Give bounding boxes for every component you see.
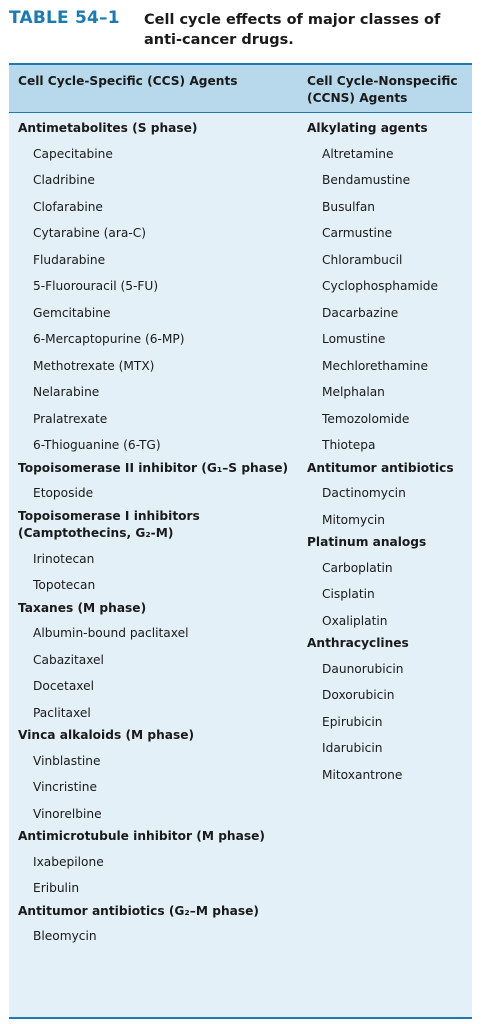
- drug-group: [307, 119, 467, 459]
- drug-item: Oxaliplatin: [322, 613, 388, 628]
- drug-item: Mechlorethamine: [322, 358, 428, 373]
- drug-item: Idarubicin: [322, 741, 383, 755]
- drug-item: Daunorubicin: [322, 661, 404, 676]
- drug-item: Bendamustine: [322, 173, 411, 187]
- drug-item: 5-Fluorouracil (5-FU): [33, 279, 159, 293]
- drug-group: [18, 827, 303, 902]
- header-ccs: Cell Cycle-Specific (CCS) Agents: [18, 74, 238, 88]
- drug-item: Pralatrexate: [33, 411, 108, 426]
- drug-item: Carboplatin: [322, 560, 393, 575]
- drug-item: Lomustine: [322, 332, 386, 346]
- drug-item: Cabazitaxel: [33, 652, 104, 667]
- drug-item: Chlorambucil: [322, 252, 403, 267]
- drug-item: Eribulin: [33, 881, 80, 895]
- drug-item: Docetaxel: [33, 679, 95, 693]
- drug-item: 6-Mercaptopurine (6-MP): [33, 332, 185, 346]
- drug-item: Mitoxantrone: [322, 767, 403, 782]
- drug-item: Methotrexate (MTX): [33, 358, 155, 373]
- drug-item: Dactinomycin: [322, 486, 406, 500]
- drug-item: Mitomycin: [322, 512, 386, 527]
- header-ccns: Cell Cycle-Nonspecific (CCNS) Agents: [307, 74, 458, 105]
- drug-item: Melphalan: [322, 385, 385, 399]
- group-heading: Topoisomerase II inhibitor (G₁–S phase): [18, 460, 289, 475]
- drug-item: Vinorelbine: [33, 806, 102, 821]
- drug-group: [18, 902, 303, 950]
- drug-group: [18, 507, 303, 599]
- drug-group: [18, 459, 303, 507]
- drug-item: Cyclophosphamide: [322, 279, 438, 293]
- drug-item: Vincristine: [33, 780, 98, 794]
- table-header-row: [9, 63, 472, 113]
- group-heading: Antitumor antibiotics (G₂–M phase): [18, 903, 259, 918]
- drug-item: Albumin-bound paclitaxel: [33, 626, 189, 640]
- drug-group: [18, 599, 303, 727]
- drug-item: Ixabepilone: [33, 854, 104, 869]
- drug-item: Temozolomide: [322, 411, 410, 426]
- drug-item: Capecitabine: [33, 146, 113, 161]
- drug-item: Doxorubicin: [322, 688, 395, 702]
- group-heading: Antimetabolites (S phase): [18, 121, 198, 135]
- drug-item: Irinotecan: [33, 551, 95, 566]
- drug-item: Busulfan: [322, 199, 376, 214]
- drug-group: [307, 533, 467, 634]
- group-heading: Alkylating agents: [307, 121, 428, 135]
- drug-group: [18, 726, 303, 827]
- drug-item: Cladribine: [33, 173, 95, 187]
- group-heading: Antimicrotubule inhibitor (M phase): [18, 829, 265, 843]
- drug-item: Carmustine: [322, 226, 393, 240]
- ccns-column: [307, 119, 467, 788]
- drug-item: Topotecan: [33, 578, 96, 592]
- ccs-column: [18, 119, 303, 950]
- group-heading: Topoisomerase I inhibitors (Camptothecins, G₂-M): [18, 508, 200, 540]
- drug-item: Bleomycin: [33, 929, 97, 943]
- drug-group: [307, 459, 467, 534]
- drug-group: [18, 119, 303, 459]
- drug-item: Clofarabine: [33, 199, 103, 214]
- table-number: TABLE 54–1: [9, 8, 120, 28]
- group-heading: Taxanes (M phase): [18, 600, 147, 615]
- drug-item: 6-Thioguanine (6-TG): [33, 438, 161, 452]
- drug-table: [9, 63, 472, 1019]
- group-heading: Anthracyclines: [307, 636, 409, 650]
- drug-item: Nelarabine: [33, 385, 100, 399]
- drug-item: Vinblastine: [33, 753, 101, 768]
- drug-group: [307, 634, 467, 788]
- table-title: Cell cycle effects of major classes of anti-cancer drugs.: [144, 12, 441, 48]
- drug-item: Epirubicin: [322, 714, 383, 729]
- drug-item: Cytarabine (ara-C): [33, 226, 147, 240]
- drug-item: Fludarabine: [33, 252, 106, 267]
- drug-item: Gemcitabine: [33, 305, 111, 320]
- drug-item: Dacarbazine: [322, 305, 399, 320]
- group-heading: Antitumor antibiotics: [307, 460, 454, 475]
- drug-item: Cisplatin: [322, 587, 375, 601]
- group-heading: Vinca alkaloids (M phase): [18, 728, 195, 742]
- group-heading: Platinum analogs: [307, 535, 427, 549]
- drug-item: Thiotepa: [322, 438, 376, 452]
- drug-item: Etoposide: [33, 486, 94, 500]
- drug-item: Altretamine: [322, 146, 394, 161]
- drug-item: Paclitaxel: [33, 705, 91, 720]
